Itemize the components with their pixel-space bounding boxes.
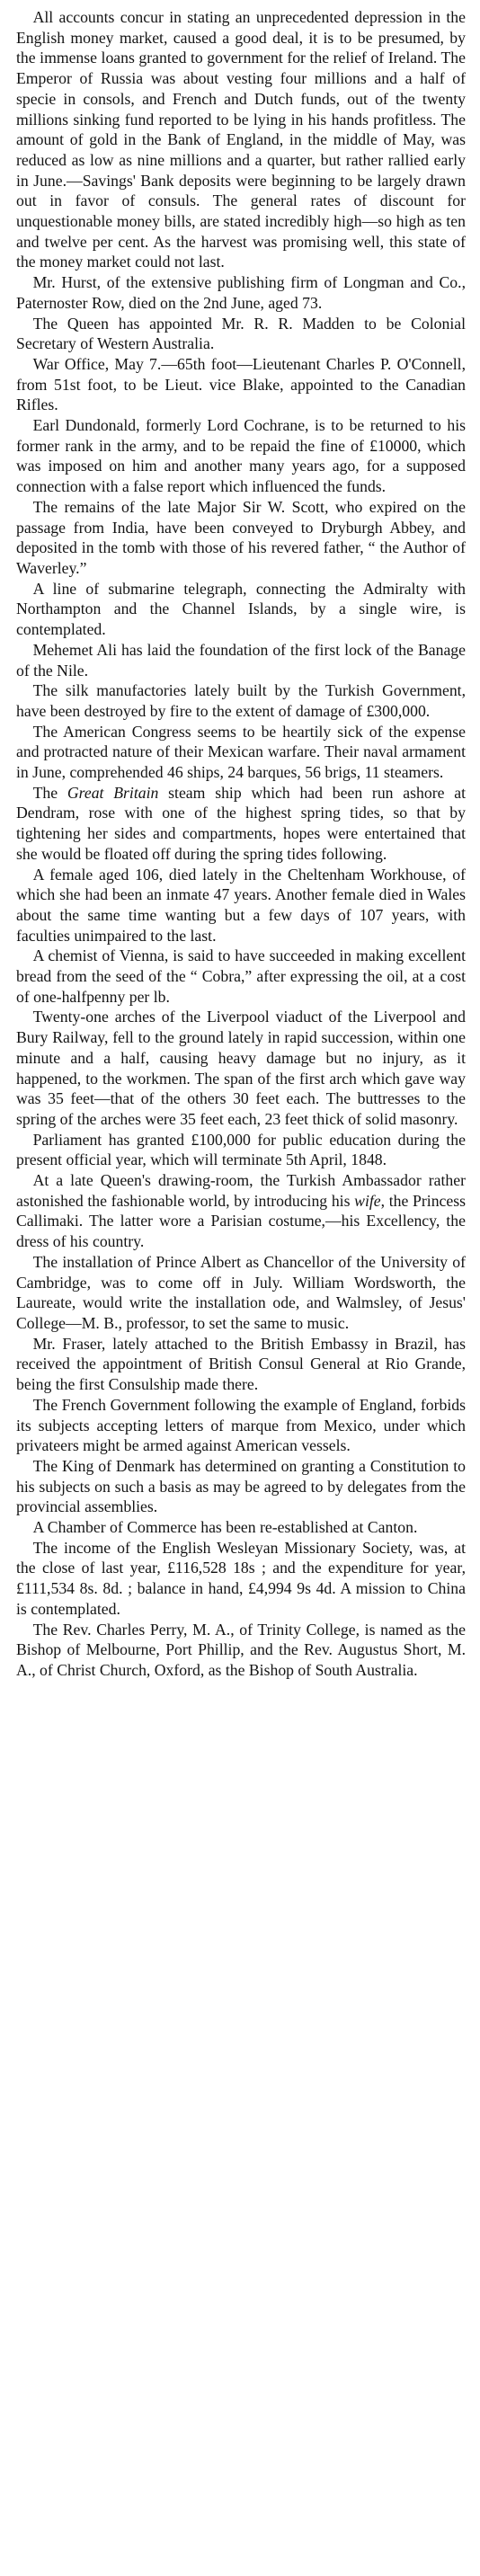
paragraph-prince-albert: The installation of Prince Albert as Chancellor of the University of Cambridge, was to come off in July. William Wordsworth, the Laureate, would write the installation ode, and Walmsley, of Jesus' College—M. B., professor, to set the same to music. bbox=[16, 1252, 466, 1332]
paragraph-fraser-consul: Mr. Fraser, lately attached to the British Embassy in Brazil, has received the appointment of British Consul General at Rio Grande, being the first Consulship made there. bbox=[16, 1334, 466, 1394]
paragraph-liverpool-viaduct: Twenty-one arches of the Liverpool viaduct of the Liverpool and Bury Railway, fell to the ground lately in rapid succession, within one minute and a half, causing heavy damage but no injury, as it happened, to the workmen. The span of the first arch which gave way was 35 feet—that of the others 30 feet each. The buttresses to the spring of the arches were 35 feet each, 23 feet thick of solid masonry. bbox=[16, 1008, 466, 1128]
paragraph-chamber-of-commerce: A Chamber of Commerce has been re-established at Canton. bbox=[32, 1518, 418, 1537]
paragraph-silk-manufactories: The silk manufactories lately built by the Turkish Government, have been destroyed by fire to the extent of damage of £300,000. bbox=[16, 681, 466, 720]
paragraph-madden-appointment: The Queen has appointed Mr. R. R. Madden to be Colonial Secretary of Western Australia. bbox=[16, 314, 466, 353]
paragraph-french-government: The French Government following the example of England, forbids its subjects accepting letters of marque from Mexico, under which privateers might be armed against American vessels. bbox=[16, 1395, 466, 1455]
paragraph-mehemet-ali: Mehemet Ali has laid the foundation of the first lock of the Banage of the Nile. bbox=[16, 640, 466, 680]
paragraph-aged-female: A female aged 106, died lately in the Cheltenham Workhouse, of which she had been an inmate 47 years. Another female died in Wales about the same time wanting but a few days of 107 years, with faculties unimpaired to the last. bbox=[16, 865, 466, 945]
paragraph-turkish-ambassador: At a late Queen's drawing-room, the Turkish Ambassador rather astonished the fashionable world, by introducing his wife, the Princess Callimaki. The latter wore a Parisian costume,—his Excellency, the dress of his country. bbox=[16, 1171, 467, 1251]
paragraph-submarine-telegraph: A line of submarine telegraph, connecting the Admiralty with Northampton and the Channel Islands, by a single wire, is contemplated. bbox=[16, 579, 466, 639]
paragraph-king-of-denmark: The King of Denmark has determined on granting a Constitution to his subjects on such a basis as may be agreed to by delegates from the provincial assemblies. bbox=[16, 1456, 466, 1516]
paragraph-american-congress: The American Congress seems to be heartily sick of the expense and protracted nature of their Mexican warfare. Their naval armament in June, comprehended 46 ships, 24 barques, 56 brigs, 11 steamers. bbox=[16, 722, 466, 782]
paragraph-money-market: All accounts concur in stating an unprecedented depression in the English money market, caused a good deal, it is to be presumed, by the immense loans granted to government for the relief of Ireland. The Emperor of Russia was about vesting four millions and a half of specie in consols, and French and Dutch funds, out of the twenty millions sinking fund reported to be lying in his hands profitless. The amount of gold in the Bank of England, in the middle of May, was reduced as low as nine millions and a quarter, but rather rallied early in June.—Savings' Bank deposits were beginning to be largely drawn out in favor of consuls. The general rates of discount for unquestionable money bills, are stated incredibly high—so high as ten and twelve per cent. As the harvest was promising well, this state of the money market could not last. bbox=[16, 8, 466, 271]
paragraph-bishops: The Rev. Charles Perry, M. A., of Trinity College, is named as the Bishop of Melbourne, Port Phillip, and the Rev. Augustus Short, M. A., of Christ Church, Oxford, as the Bishop of South Australia. bbox=[16, 1620, 466, 1679]
paragraph-great-britain-ship: The Great Britain steam ship which had been run ashore at Dendram, rose with one of the highest spring tides, so that by tightening her sides and compartments, hopes were entertained that she would be floated off during the spring tides following. bbox=[16, 783, 466, 863]
paragraph-public-education: Parliament has granted £100,000 for public education during the present official year, which will terminate 5th April, 1848. bbox=[16, 1130, 466, 1169]
paragraph-scott-remains: The remains of the late Major Sir W. Scott, who expired on the passage from India, have been conveyed to Dryburgh Abbey, and deposited in the tomb with those of his revered father, “ the Author of Waverley.” bbox=[16, 497, 466, 577]
paragraph-wesleyan-society: The income of the English Wesleyan Missionary Society, was, at the close of last year, £116,528 18s ; and the expenditure for year, £111,534 8s. 8d. ; balance in hand, £4,994 9s 4d. A mission to China is contemplated. bbox=[16, 1538, 466, 1618]
paragraph-war-office: War Office, May 7.—65th foot—Lieutenant Charles P. O'Connell, from 51st foot, to be Lieut. vice Blake, appointed to the Canadian Rifles. bbox=[16, 354, 466, 414]
paragraph-hurst-obituary: Mr. Hurst, of the extensive publishing firm of Longman and Co., Paternoster Row, died on the 2nd June, aged 73. bbox=[16, 273, 466, 312]
paragraph-vienna-chemist: A chemist of Vienna, is said to have succeeded in making excellent bread from the seed of the “ Cobra,” after expressing the oil, at a cost of one-halfpenny per lb. bbox=[16, 946, 466, 1006]
paragraph-dundonald: Earl Dundonald, formerly Lord Cochrane, is to be returned to his former rank in the army, and to be repaid the fine of £10000, which was imposed on him and another many years ago, for a supposed connection with a false report which influenced the funds. bbox=[16, 416, 466, 496]
